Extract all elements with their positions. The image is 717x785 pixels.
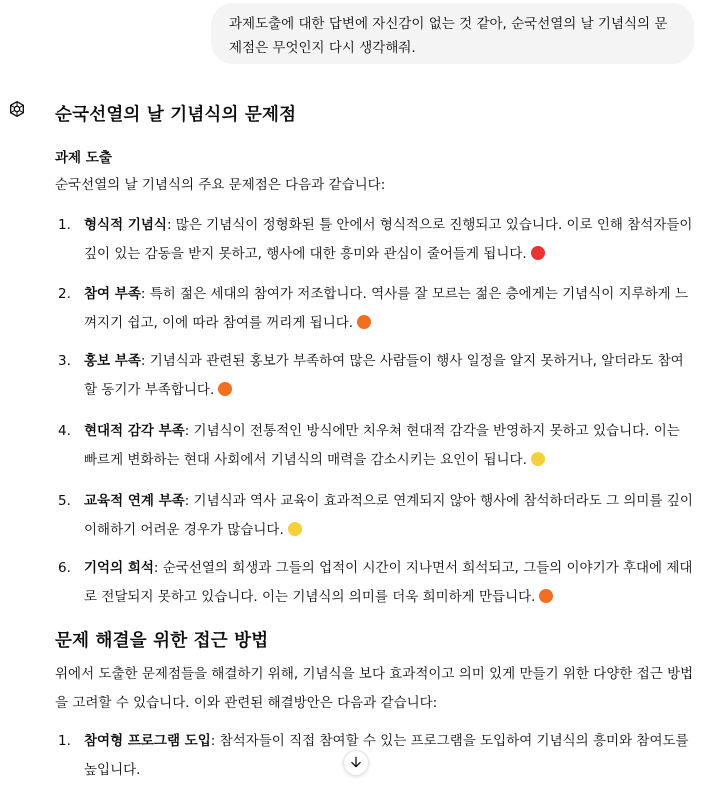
- list-item-label: 홍보 부족: [84, 353, 141, 369]
- list-item-number: 2.: [58, 286, 71, 302]
- intro-text: 순국선열의 날 기념식의 주요 문제점은 다음과 같습니다:: [55, 177, 386, 193]
- list-item: [55, 280, 700, 338]
- list-item-label: 형식적 기념식: [84, 217, 167, 233]
- list-item-text: : 참석자들이 직접 참여할 수 있는 프로그램을 도입하여 기념식의 흥미와 참여도를 높입니다.: [84, 733, 689, 778]
- list-item-body: [84, 727, 696, 785]
- list-item-body: [84, 554, 696, 612]
- list-item-label: 현대적 감각 부족: [84, 423, 185, 439]
- list-item: [55, 211, 700, 269]
- list-item: [55, 727, 700, 785]
- list-item-body: [84, 347, 696, 405]
- list-item-text: : 많은 기념식이 정형화된 틀 안에서 형식적으로 진행되고 있습니다. 이로 인해 참석자들이 깊이 있는 감동을 받지 못하고, 행사에 대한 흥미와 관심이 줄어들게 됩니다.: [84, 217, 693, 262]
- status-dot-icon: [288, 522, 302, 536]
- scroll-down-button[interactable]: [343, 750, 369, 776]
- list-item-number: 3.: [58, 353, 71, 369]
- list-item-number: 6.: [58, 560, 71, 576]
- list-item: [55, 417, 700, 475]
- list-item: [55, 347, 700, 405]
- status-dot-icon: [531, 452, 545, 466]
- list-item-text: : 특히 젊은 세대의 참여가 저조합니다. 역사를 잘 모르는 젊은 층에게는 기념식이 지루하게 느껴지기 쉽고, 이에 따라 참여를 꺼리게 됩니다.: [84, 286, 689, 331]
- list-item-body: [84, 417, 696, 475]
- list-item-body: [84, 280, 696, 338]
- list-item-number: 1.: [58, 733, 71, 749]
- list-item-label: 참여 부족: [84, 286, 141, 302]
- list-item-text: : 기념식이 전통적인 방식에만 치우쳐 현대적 감각을 반영하지 못하고 있습니다. 이는 빠르게 변화하는 현대 사회에서 기념식의 매력을 감소시키는 요인이 됩니다.: [84, 423, 680, 468]
- status-dot-icon: [531, 246, 545, 260]
- solutions-intro: 위에서 도출한 문제점들을 해결하기 위해, 기념식을 보다 효과적이고 의미 있게 만들기 위한 다양한 접근 방법을 고려할 수 있습니다. 이와 관련된 해결방안은 다음과 같습니다:: [55, 666, 694, 711]
- list-item: [55, 554, 700, 612]
- status-dot-icon: [539, 589, 553, 603]
- status-dot-icon: [357, 315, 371, 329]
- list-item-number: 5.: [58, 493, 71, 509]
- list-item-number: 1.: [58, 217, 71, 233]
- list-item-label: 참여형 프로그램 도입: [84, 733, 211, 749]
- list-item-body: [84, 487, 696, 545]
- user-message-bubble: [211, 3, 694, 64]
- list-item: [55, 487, 700, 545]
- list-item-text: : 순국선열의 희생과 그들의 업적이 시간이 지나면서 희석되고, 그들의 이야기가 후대에 제대로 전달되지 못하고 있습니다. 이는 기념식의 의미를 더욱 희미하게 만듭니다.: [84, 560, 693, 605]
- openai-logo-icon: [7, 99, 27, 119]
- user-message-text: 과제도출에 대한 답변에 자신감이 없는 것 같아, 순국선열의 날 기념식의 문제점은 무엇인지 다시 생각해줘.: [229, 16, 668, 56]
- list-item-number: 4.: [58, 423, 71, 439]
- list-item-text: : 기념식과 역사 교육이 효과적으로 연계되지 않아 행사에 참석하더라도 그 의미를 깊이 이해하기 어려운 경우가 많습니다.: [84, 493, 693, 538]
- list-item-label: 교육적 연계 부족: [84, 493, 185, 509]
- list-item-text: : 기념식과 관련된 홍보가 부족하여 많은 사람들이 행사 일정을 알지 못하거나, 알더라도 참여할 동기가 부족합니다.: [84, 353, 684, 398]
- solutions-title: 문제 해결을 위한 접근 방법: [55, 631, 269, 651]
- subheading: 과제 도출: [55, 150, 112, 166]
- list-item-body: [84, 211, 696, 269]
- response-title: 순국선열의 날 기념식의 문제점: [55, 105, 297, 125]
- list-item-label: 기억의 희석: [84, 560, 154, 576]
- status-dot-icon: [218, 382, 232, 396]
- arrow-down-icon: [349, 754, 363, 773]
